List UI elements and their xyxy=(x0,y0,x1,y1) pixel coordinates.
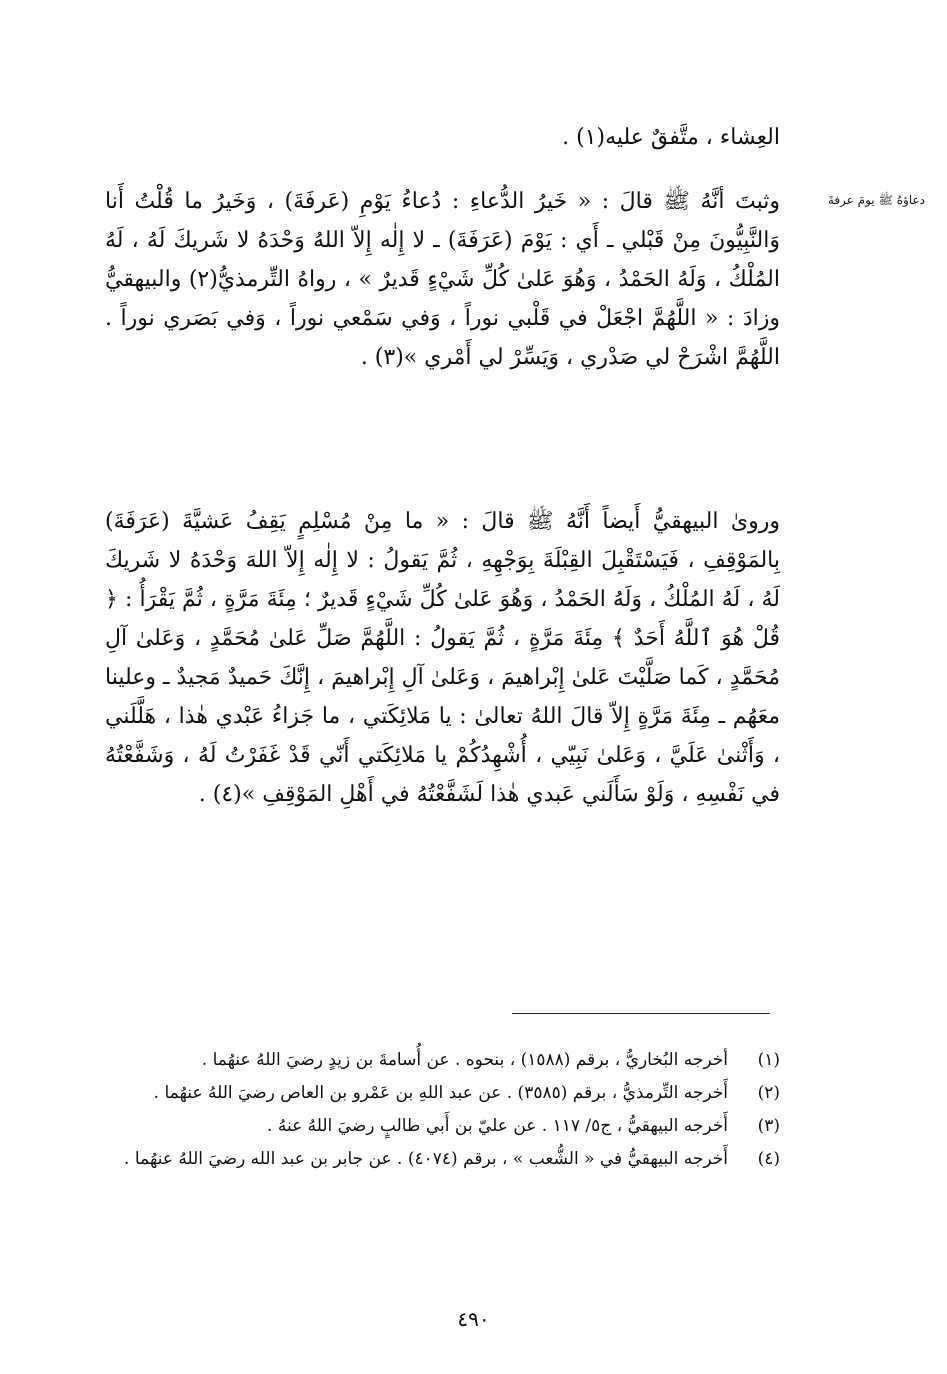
page-number: ٤٩٠ xyxy=(457,1307,490,1331)
footnote-number: (١) xyxy=(757,1050,780,1070)
paragraph: وروىٰ البيهقيُّ أَيضاً أَنَّهُ ﷺ قالَ : « ما مِنْ مُسْلِمٍ يَقِفُ عَشيَّةَ (عَرَفَةَ) بِالمَوْقِفِ ، فَيَسْتَقْبِلَ القِبْلَةَ بِوَجْهِهِ ، ثُمَّ يَقولُ : لا إِلٰه إِلاّ اللهَ وَحْدَهُ لا شَريكَ لَهُ ، لَهُ المُلْكُ ، وَلَهُ الحَمْدُ ، وَهُوَ عَلىٰ كُلِّ شَيْءٍ قَديرٌ ؛ مِئَةَ مَرَّةٍ ، ثُمَّ يَقْرَأُ : ﴿ قُلْ هُوَ ٱللَّهُ أَحَدٌ ﴾ مِئَةَ مَرَّةٍ ، ثُمَّ يَقولُ : اللَّهُمَّ صَلِّ عَلىٰ مُحَمَّدٍ ، وَعَلىٰ آلِ مُحَمَّدٍ ، كَما صَلَّيْتَ عَلىٰ إِبْراهيمَ ، وَعَلىٰ آلِ إِبْراهيمَ ، إِنَّكَ حَميدٌ مَجيدٌ ـ وعلينا معَهُم ـ مِئَةَ مَرَّةٍ إِلاّ قالَ اللهُ تعالىٰ : يا مَلائِكَتي ، ما جَزاءُ عَبْدي هٰذا ، هَلَّلَني ، وَأَثْنىٰ عَلَيَّ ، وَعَلىٰ نَبِيّي ، أُشْهِدُكُمْ يا مَلائِكَتي أَنّي قَدْ غَفَرْتُ لَهُ ، وَشَفَّعْتُهُ في نَفْسِهِ ، وَلَوْ سَأَلَني عَبدي هٰذا لَشَفَّعْتُهُ في أَهْلِ المَوْقِفِ »(٤) . xyxy=(105,509,780,807)
footnote-text: أَخرجه البيهقيُّ في « الشُّعب » ، برقم (٤٠٧٤) . عن جابر بن عبد الله رضيَ اللهُ عنهُما . xyxy=(124,1149,728,1169)
main-text-paragraph-2 xyxy=(105,502,780,814)
main-text-opening xyxy=(105,118,780,157)
paragraph: وثبتَ أنَّهُ ﷺ قالَ : « خَيرُ الدُّعاءِ : دُعاءُ يَوْمِ (عَرفَةَ) ، وَخَيرُ ما قُلْتُ أَنا وَالنَّبِيُّونَ مِنْ قَبْلي ـ أَي : يَوْمَ (عَرَفَةَ) ـ لا إِلٰه إِلاّ اللهُ وَحْدَهُ لا شَريكَ لَهُ ، لَهُ المُلْكُ ، وَلَهُ الحَمْدُ ، وَهُوَ عَلىٰ كُلِّ شَيْءٍ قَديرٌ » ، رواهُ التِّرمذيُّ(٢) والبيهقيُّ وزادَ : « اللَّهُمَّ اجْعَلْ في قَلْبي نوراً ، وَفي سَمْعي نوراً ، وَفي بَصَري نوراً . اللَّهُمَّ اشْرَحْ لي صَدْري ، وَيَسِّرْ لي أَمْري »(٣) . xyxy=(105,189,780,370)
footnote-item xyxy=(105,1144,780,1174)
margin-heading: دعاؤهُ ﷺ يومَ عرفةَ xyxy=(827,193,925,207)
footnote-item xyxy=(105,1111,780,1141)
footnote-number: (٢) xyxy=(757,1083,780,1103)
footnote-number: (٣) xyxy=(757,1116,780,1136)
footnote-separator xyxy=(512,1013,770,1014)
footnote-text: أَخرجه التِّرمذيُّ ، برقم (٣٥٨٥) . عن عبد اللهِ بن عَمْرو بن العاص رضيَ اللهُ عنهُما . xyxy=(153,1083,728,1103)
continuation-line: العِشاء ، متَّفقٌ عليه(١) . xyxy=(562,125,780,150)
footnote-item xyxy=(105,1045,780,1075)
footnotes-list xyxy=(105,1045,780,1177)
footnote-text: أَخرجه البيهقيُّ ، ج٥/ ١١٧ . عن عليّ بن أَبي طالبٍ رضيَ اللهُ عنهُ . xyxy=(267,1116,728,1136)
footnote-number: (٤) xyxy=(757,1149,780,1169)
footnote-item xyxy=(105,1078,780,1108)
main-text-paragraph-1 xyxy=(105,182,780,377)
footnote-text: أخرجه البُخاريُّ ، برقم (١٥٨٨) ، بنحوه . عن أُسامةَ بن زيدٍ رضيَ اللهُ عنهُما . xyxy=(201,1050,728,1070)
